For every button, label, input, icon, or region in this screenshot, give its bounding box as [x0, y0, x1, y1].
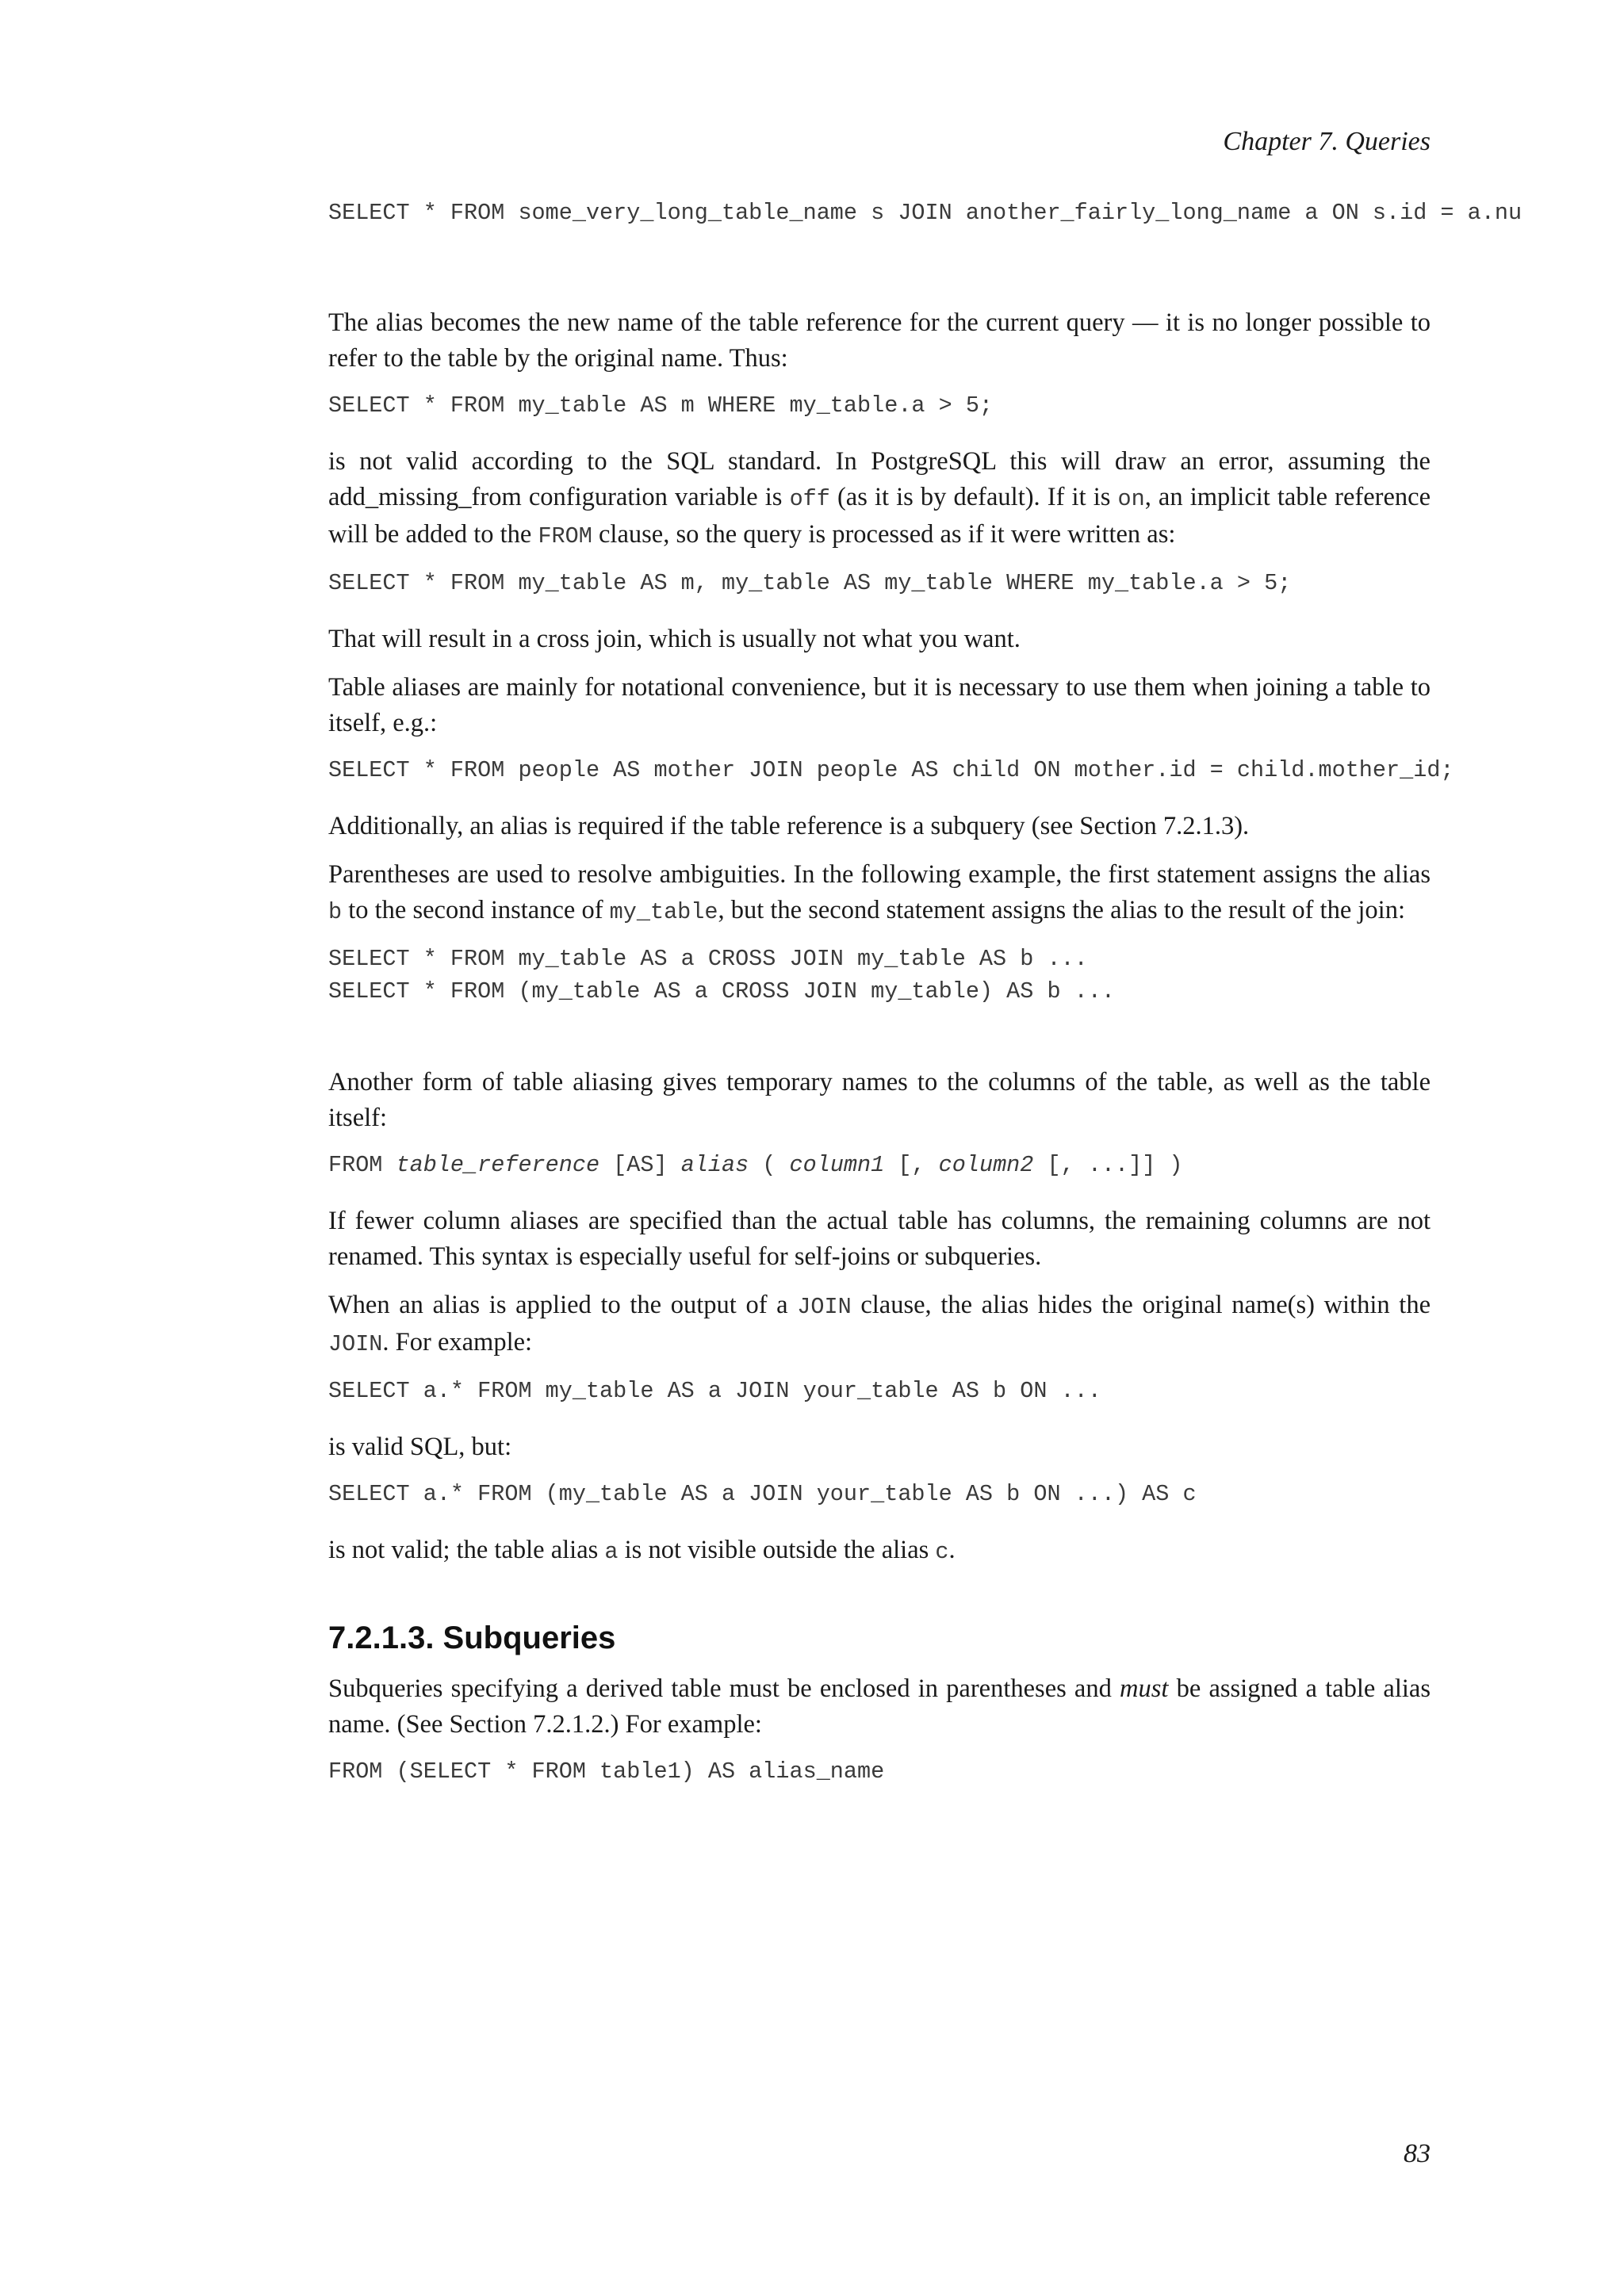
paragraph-not-valid: is not valid; the table alias a is not visible outside the alias c. — [328, 1536, 956, 1565]
page-number: 83 — [1404, 2139, 1431, 2168]
code-block-syntax: FROM table_reference [AS] alias ( column1 [, column2 [, ...]] ) — [328, 1152, 1183, 1178]
inline-code-on: on — [1117, 486, 1145, 512]
paragraph-subquery-alias: Additionally, an alias is required if the table reference is a subquery (see Section 7.2.1.3). — [328, 812, 1250, 840]
inline-code-off: off — [789, 486, 830, 512]
inline-code-c: c — [935, 1539, 949, 1565]
code-block-long-join: SELECT * FROM some_very_long_table_name s JOIN another_fairly_long_name a ON s.id = a.nu — [328, 200, 1522, 226]
paragraph-fewer-aliases: If fewer column aliases are specified than the actual table has columns, the remaining columns are not renamed. This syntax is especially useful for self-joins or subqueries. — [328, 1207, 1431, 1271]
code-block-implicit-reference: SELECT * FROM my_table AS m, my_table AS my_table WHERE my_table.a > 5; — [328, 570, 1292, 596]
code-block-self-join: SELECT * FROM people AS mother JOIN people AS child ON mother.id = child.mother_id; — [328, 757, 1454, 783]
paragraph-column-aliasing: Another form of table aliasing gives temporary names to the columns of the table, as well as the table itself: — [328, 1068, 1431, 1132]
inline-code-join: JOIN — [797, 1294, 852, 1320]
code-block-invalid-join: SELECT a.* FROM (my_table AS a JOIN your_table AS b ON ...) AS c — [328, 1481, 1197, 1507]
spacer — [328, 251, 1431, 305]
inline-code-a: a — [604, 1539, 619, 1565]
inline-code-b: b — [328, 899, 343, 925]
paragraph-table-aliases: Table aliases are mainly for notational convenience, but it is necessary to use them when joining a table to itself, e.g.: — [328, 673, 1431, 737]
paragraph-valid-sql: is valid SQL, but: — [328, 1433, 512, 1461]
document-page — [328, 0, 1522, 2296]
paragraph-join-alias: When an alias is applied to the output of a JOIN clause, the alias hides the original name(s) within the JOIN. For example: — [328, 1291, 1431, 1357]
inline-code-my-table: my_table — [609, 899, 718, 925]
paragraph-cross-join: That will result in a cross join, which is usually not what you want. — [328, 625, 1021, 653]
paragraph-sql-standard: is not valid according to the SQL standard. In PostgreSQL this will draw an error, assuming the add_missing_from configuration variable is off (as it is by default). If it is on, an implicit table reference will be added to the FROM clause, so the query is processed as if it were written as: — [328, 447, 1431, 549]
running-head: Chapter 7. Queries — [1223, 127, 1431, 156]
inline-code-join: JOIN — [328, 1331, 383, 1357]
paragraph-subqueries: Subqueries specifying a derived table must be enclosed in parentheses and must be assigned a table alias name. (See Section 7.2.1.2.) For example: — [328, 1674, 1431, 1739]
paragraph-alias-new-name: The alias becomes the new name of the table reference for the current query — it is no longer possible to refer to the table by the original name. Thus: — [328, 308, 1431, 373]
page-body — [328, 197, 1522, 1810]
code-block-cross-join: SELECT * FROM my_table AS a CROSS JOIN my_table AS b ... SELECT * FROM (my_table AS a CROSS JOIN my_table) AS b ... — [328, 946, 1115, 1004]
spacer — [328, 1030, 1431, 1065]
section-heading-subqueries: 7.2.1.3. Subqueries — [328, 1621, 616, 1655]
code-block-valid-join: SELECT a.* FROM my_table AS a JOIN your_table AS b ON ... — [328, 1378, 1101, 1404]
code-block-invalid-alias: SELECT * FROM my_table AS m WHERE my_table.a > 5; — [328, 392, 994, 419]
inline-code-from: FROM — [538, 523, 592, 549]
emphasis-must: must — [1120, 1674, 1169, 1703]
paragraph-parentheses: Parentheses are used to resolve ambiguities. In the following example, the first statement assigns the alias b to the second instance of my_table, but the second statement assigns the alias to the result of the join: — [328, 860, 1431, 925]
code-block-subquery: FROM (SELECT * FROM table1) AS alias_name — [328, 1758, 885, 1785]
